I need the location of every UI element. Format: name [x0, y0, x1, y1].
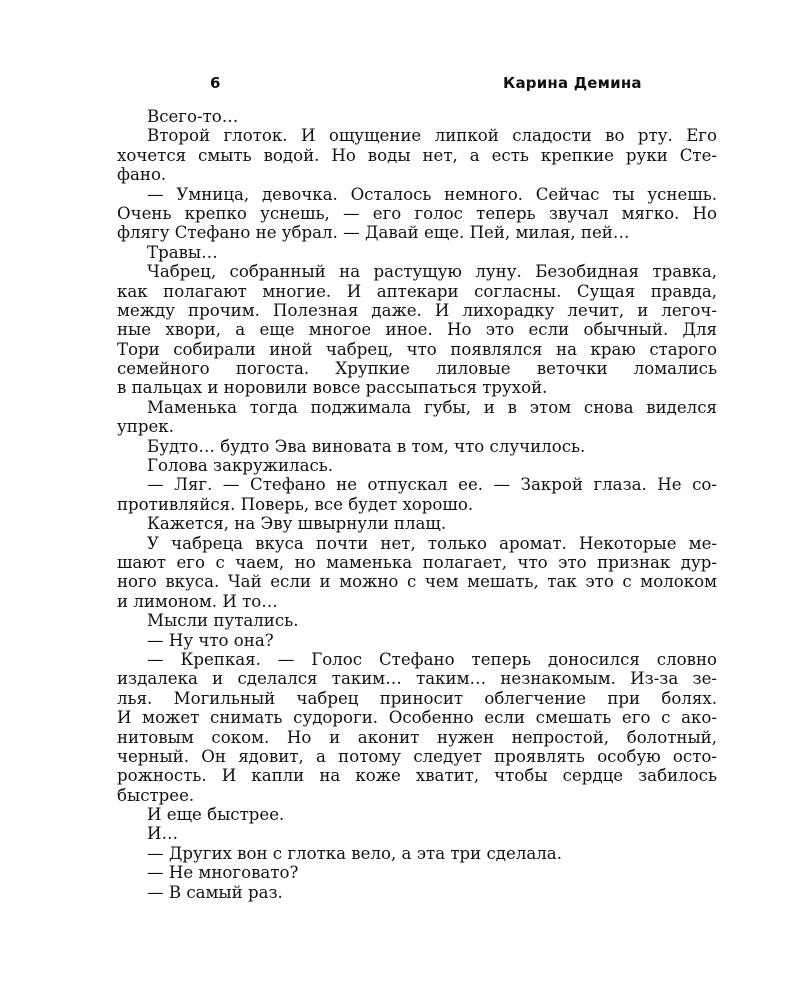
text-line: черный. Он ядовит, а потому следует проявлять особую осто-	[117, 746, 717, 766]
text-line: упрек.	[117, 417, 174, 437]
text-line: флягу Стефано не убрал. — Давай еще. Пей, милая, пей…	[117, 223, 630, 243]
text-line: Будто… будто Эва виновата в том, что случилось.	[147, 436, 586, 456]
text-line: рожность. И капли на коже хватит, чтобы сердце забилось	[117, 766, 717, 786]
text-line: — В самый раз.	[147, 882, 283, 902]
text-line: лья. Могильный чабрец приносит облегчение при болях.	[117, 688, 717, 708]
text-line: И еще быстрее.	[147, 805, 285, 825]
text-line: и лимоном. И то…	[117, 591, 278, 611]
text-line: ного вкуса. Чай если и можно с чем мешать, так это с молоком	[117, 572, 717, 592]
text-line: Второй глоток. И ощущение липкой сладости во рту. Его	[147, 126, 717, 146]
text-line: Кажется, на Эву швырнули плащ.	[147, 514, 447, 534]
text-line: семейного погоста. Хрупкие лиловые веточки ломались	[117, 359, 717, 379]
text-line: нитовым соком. Но и аконит нужен непростой, болотный,	[117, 727, 717, 747]
text-line: Всего-то…	[147, 107, 239, 126]
text-line: Чабрец, собранный на растущую луну. Безобидная травка,	[147, 262, 717, 282]
text-line: — Крепкая. — Голос Стефано теперь доносился словно	[147, 649, 717, 669]
text-line: — Ляг. — Стефано не отпускал ее. — Закрой глаза. Не со-	[147, 475, 717, 495]
text-line: издалека и сделался таким… таким… незнакомым. Из-за зе-	[117, 669, 717, 689]
text-line: как полагают многие. И аптекари согласны. Сущая правда,	[117, 281, 717, 301]
text-line: — Ну что она?	[147, 630, 274, 650]
text-line: И…	[147, 824, 179, 844]
body-text	[117, 107, 717, 902]
text-line: Маменька тогда поджимала губы, и в этом снова виделся	[147, 397, 717, 417]
page-number: 6	[210, 74, 221, 92]
text-line: Травы…	[147, 242, 218, 262]
author-name: Карина Демина	[503, 74, 642, 92]
text-line: Очень крепко уснешь, — его голос теперь звучал мягко. Но	[117, 203, 717, 223]
text-line: Тори собирали иной чабрец, что появлялся на краю старого	[117, 339, 717, 359]
text-line: хочется смыть водой. Но воды нет, а есть крепкие руки Сте-	[117, 145, 717, 165]
text-line: в пальцах и норовили вовсе рассыпаться трухой.	[117, 378, 548, 398]
text-line: У чабреца вкуса почти нет, только аромат. Некоторые ме-	[147, 533, 717, 553]
text-line: противляйся. Поверь, все будет хорошо.	[117, 494, 474, 514]
text-line: фано.	[117, 165, 167, 185]
text-line: между прочим. Полезная даже. И лихорадку лечит, и легоч-	[117, 300, 717, 320]
text-line: шают его с чаем, но маменька полагает, что это признак дур-	[117, 552, 717, 572]
text-line: — Других вон с глотка вело, а эта три сделала.	[147, 843, 562, 863]
text-line: И может снимать судороги. Особенно если смешать его с ако-	[117, 708, 717, 728]
text-line: ные хвори, а еще многое иное. Но это если обычный. Для	[117, 320, 717, 340]
text-line: — Умница, девочка. Осталось немного. Сейчас ты уснешь.	[147, 184, 717, 204]
text-line: быстрее.	[117, 785, 195, 805]
running-head	[117, 74, 717, 96]
text-line: Голова закружилась.	[147, 456, 334, 476]
text-line: Мысли путались.	[147, 611, 299, 631]
text-line: — Не многовато?	[147, 863, 299, 883]
